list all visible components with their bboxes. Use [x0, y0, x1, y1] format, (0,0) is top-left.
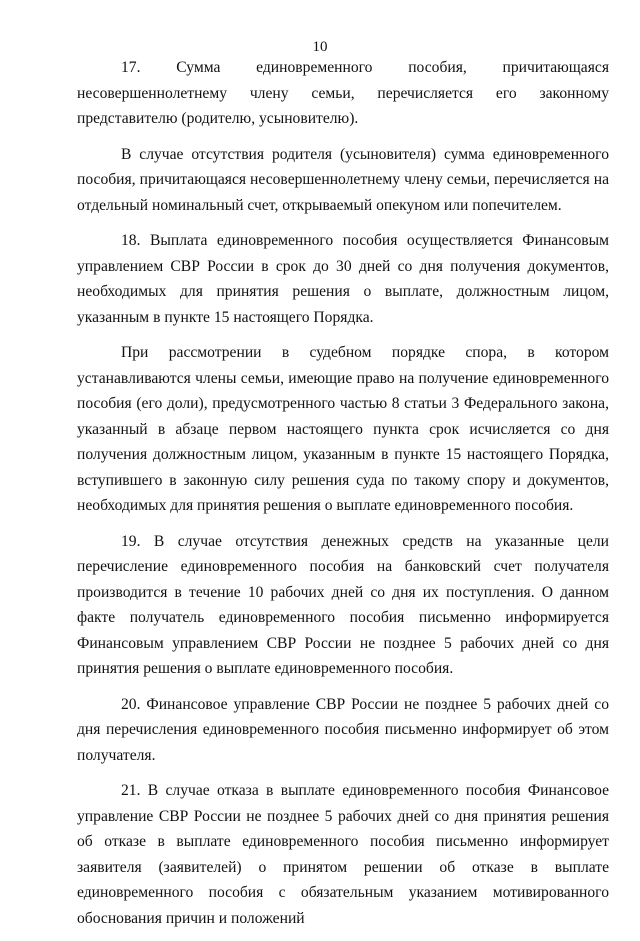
paragraph-17: 17. Сумма единовременного пособия, причитающаяся несовершеннолетнему члену семьи, перечисляется его законному представителю (родителю, усыновителю).: [77, 59, 609, 127]
paragraph-17-continued: В случае отсутствия родителя (усыновителя) сумма единовременного пособия, причитающаяся несовершеннолетнему члену семьи, перечисляется на отдельный номинальный счет, открываемый опекуном или попечителем.: [77, 145, 609, 214]
paragraph-21: 21. В случае отказа в выплате единовременного пособия Финансовое управление СВР России не позднее 5 рабочих дней со дня принятия решения об отказе в выплате единовременного пособия письменно информирует заявителя (заявителей) о принятом решении об отказе в выплате единовременного пособия с обязательным указанием мотивированного обоснования причин и положений: [77, 782, 609, 927]
paragraph-18-continued: При рассмотрении в судебном порядке спора, в котором устанавливаются члены семьи, имеющие право на получение единовременного пособия (его доли), предусмотренного частью 8 статьи 3 Федерального закона, указанный в абзаце первом настоящего пункта срок исчисляется со дня получения должностным лицом, указанным в пункте 15 настоящего Порядка, вступившего в законную силу решения суда по такому спору и документов, необходимых для принятия решения о выплате единовременного пособия.: [77, 344, 609, 514]
paragraph-18: 18. Выплата единовременного пособия осуществляется Финансовым управлением СВР России в срок до 30 дней со дня получения документов, необходимых для принятия решения о выплате, должностным лицом, указанным в пункте 15 настоящего Порядка.: [77, 232, 609, 326]
paragraph-20: 20. Финансовое управление СВР России не позднее 5 рабочих дней со дня перечисления единовременного пособия письменно информирует об этом получателя.: [77, 695, 609, 764]
document-body: [77, 55, 609, 941]
paragraph-19: 19. В случае отсутствия денежных средств на указанные цели перечисление единовременного пособия на банковский счет получателя производится в течение 10 рабочих дней со дня их поступления. О данном факте получатель единовременного пособия письменно информируется Финансовым управлением СВР России не позднее 5 рабочих дней со дня принятия решения о выплате единовременного пособия.: [77, 532, 609, 677]
page-number: 10: [312, 39, 328, 55]
